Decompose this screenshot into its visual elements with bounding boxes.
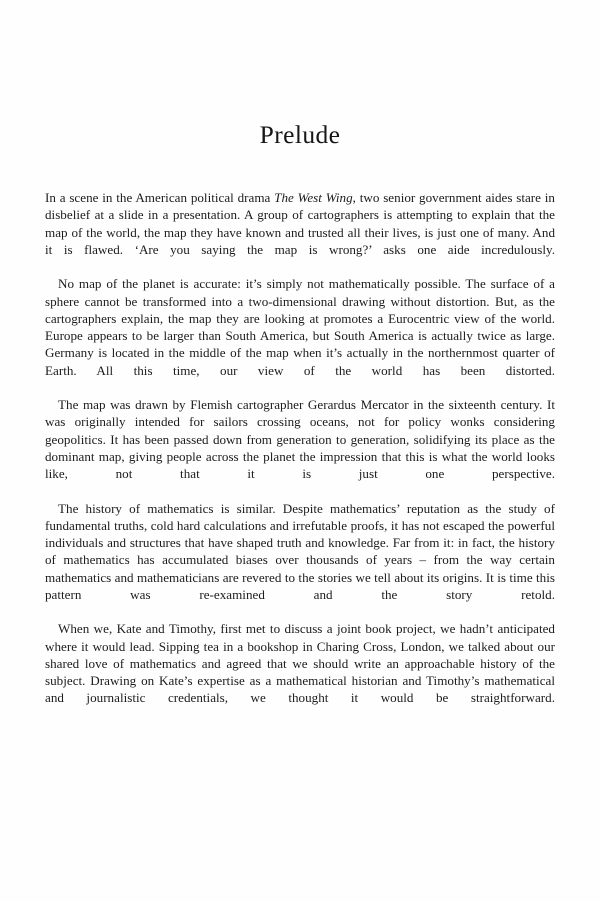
paragraph-1: In a scene in the American political drama The West Wing, two senior government aides stare in disbelief at a slide in a presentation. A group of cartographers is attempting to explain that the map of the world, the map they have known and trusted all their lives, is just one of many. And it is flawed. ‘Are you saying the map is wrong?’ asks one aide incredulously. bbox=[45, 190, 555, 257]
paragraph-5: When we, Kate and Timothy, first met to discuss a joint book project, we hadn’t anticipated where it would lead. Sipping tea in a bookshop in Charing Cross, London, we talked about our shared love of mathematics and agreed that we should write an approachable history of the subject. Drawing on Kate’s expertise as a mathematical historian and Timothy’s mathematical and journalistic credentials, we thought it would be straightforward. bbox=[45, 621, 555, 706]
paragraph-3: The map was drawn by Flemish cartographer Gerardus Mercator in the sixteenth century. It was originally intended for sailors crossing oceans, not for policy wonks considering geopolitics. It has been passed down from generation to generation, solidifying its place as the dominant map, giving people across the planet the impression that this is what the world looks like, not that it is just one perspective. bbox=[45, 397, 555, 481]
italic-title: The West Wing bbox=[274, 190, 353, 205]
body-text-block bbox=[45, 189, 555, 724]
page-title: Prelude bbox=[259, 120, 341, 149]
paragraph-2: No map of the planet is accurate: it’s simply not mathematically possible. The surface of a sphere cannot be transformed into a two-dimensional drawing without distortion. But, as the cartographers explain, the map they are looking at promotes a Eurocentric view of the world. Europe appears to be larger than South America, but South America is actually twice as large. Germany is located in the middle of the map when it’s actually in the northernmost quarter of Earth. All this time, our view of the world has been distorted. bbox=[45, 276, 555, 378]
paragraph-4: The history of mathematics is similar. Despite mathematics’ reputation as the study of fundamental truths, cold hard calculations and irrefutable proofs, it has not escaped the powerful individuals and structures that have shaped truth and knowledge. Far from it: in fact, the history of mathematics has accumulated biases over thousands of years – from the way certain mathematics and mathematicians are revered to the stories we tell about its origins. It is time this pattern was re-examined and the story retold. bbox=[45, 500, 555, 602]
